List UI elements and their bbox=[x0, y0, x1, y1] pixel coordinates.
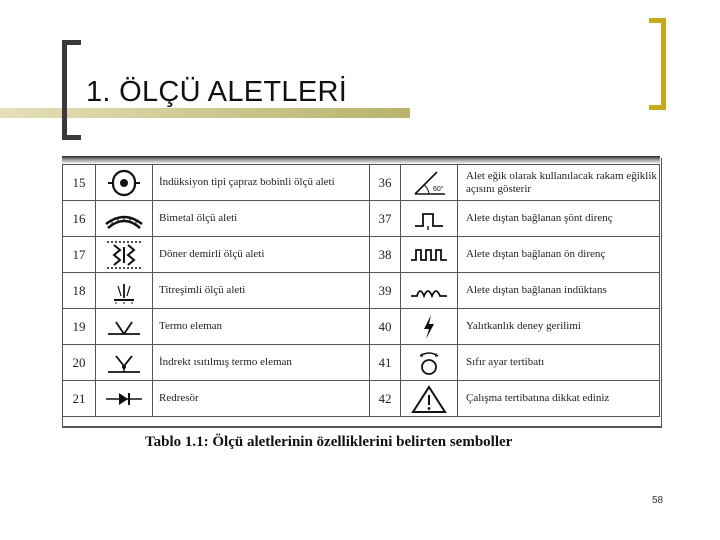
table-row bbox=[63, 201, 660, 237]
external-shunt-icon bbox=[401, 201, 458, 237]
symbol-description: Alet eğik olarak kullanılacak rakam eğiklik açısını gösterir bbox=[458, 165, 660, 201]
symbol-description: Alete dıştan bağlanan şönt direnç bbox=[458, 201, 660, 237]
symbol-description: Redresör bbox=[153, 381, 370, 417]
zero-adjust-icon bbox=[401, 345, 458, 381]
rectifier-diode-icon bbox=[96, 381, 153, 417]
left-bracket-decoration bbox=[62, 40, 81, 140]
right-bracket-decoration bbox=[649, 18, 666, 110]
row-number: 41 bbox=[370, 345, 401, 381]
row-number: 37 bbox=[370, 201, 401, 237]
table-caption: Tablo 1.1: Ölçü aletlerinin özelliklerini belirten semboller bbox=[145, 434, 513, 450]
symbol-description: Titreşimli ölçü aleti bbox=[153, 273, 370, 309]
slide-title: 1. ÖLÇÜ ALETLERİ bbox=[86, 76, 348, 108]
series-resistor-icon bbox=[401, 237, 458, 273]
indirect-heated-thermocouple-icon bbox=[96, 345, 153, 381]
row-number: 20 bbox=[63, 345, 96, 381]
bimetal-icon bbox=[96, 201, 153, 237]
symbol-description: Döner demirli ölçü aleti bbox=[153, 237, 370, 273]
vibrating-reed-icon bbox=[96, 273, 153, 309]
symbol-description: Alete dıştan bağlanan indüktans bbox=[458, 273, 660, 309]
row-number: 21 bbox=[63, 381, 96, 417]
table-row bbox=[63, 345, 660, 381]
row-number: 42 bbox=[370, 381, 401, 417]
table-row bbox=[63, 309, 660, 345]
page-number: 58 bbox=[652, 495, 664, 506]
warning-triangle-icon bbox=[401, 381, 458, 417]
table-row bbox=[63, 165, 660, 201]
table-row bbox=[63, 273, 660, 309]
symbol-description: Alete dıştan bağlanan ön direnç bbox=[458, 237, 660, 273]
symbol-description: İndrekt ısıtılmış termo eleman bbox=[153, 345, 370, 381]
svg-text:60°: 60° bbox=[433, 185, 444, 193]
row-number: 36 bbox=[370, 165, 401, 201]
row-number: 40 bbox=[370, 309, 401, 345]
scanned-table-top-edge bbox=[62, 156, 660, 164]
inductance-icon bbox=[401, 273, 458, 309]
row-number: 39 bbox=[370, 273, 401, 309]
row-number: 15 bbox=[63, 165, 96, 201]
symbol-description: Sıfır ayar tertibatı bbox=[458, 345, 660, 381]
row-number: 17 bbox=[63, 237, 96, 273]
symbol-description: Çalışma tertibatına dikkat ediniz bbox=[458, 381, 660, 417]
symbol-table bbox=[62, 164, 660, 417]
row-number: 19 bbox=[63, 309, 96, 345]
induction-crossed-coil-icon bbox=[96, 165, 153, 201]
symbol-description: Termo eleman bbox=[153, 309, 370, 345]
symbol-description: İndüksiyon tipi çapraz bobinli ölçü aleti bbox=[153, 165, 370, 201]
table-row bbox=[63, 381, 660, 417]
symbol-description: Yalıtkanlık deney gerilimi bbox=[458, 309, 660, 345]
symbol-description: Bimetal ölçü aleti bbox=[153, 201, 370, 237]
table-row bbox=[63, 237, 660, 273]
row-number: 16 bbox=[63, 201, 96, 237]
moving-iron-icon bbox=[96, 237, 153, 273]
row-number: 18 bbox=[63, 273, 96, 309]
thermocouple-icon bbox=[96, 309, 153, 345]
tilt-60-degree-icon bbox=[401, 165, 458, 201]
row-number: 38 bbox=[370, 237, 401, 273]
lightning-bolt-icon bbox=[401, 309, 458, 345]
